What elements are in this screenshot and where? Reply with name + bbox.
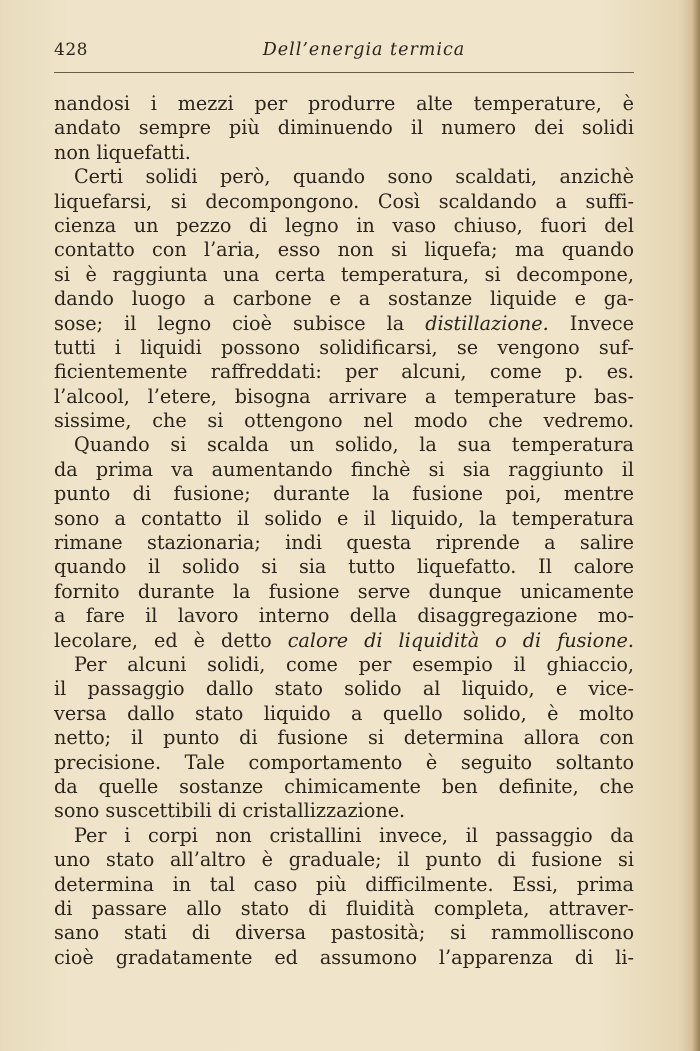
text-line: si è raggiunta una certa temperatura, si decompone, (54, 262, 634, 286)
running-title: Dell’energia termica (262, 40, 466, 60)
header-rule (54, 72, 634, 73)
text-line: l’alcool, l’etere, bisogna arrivare a temperature bas- (54, 384, 634, 408)
italic-term: distillazione. (425, 311, 549, 335)
text-line: di passare allo stato di fluidità completa, attraver- (54, 896, 634, 920)
text-line: Certi solidi però, quando sono scaldati, anzichè (74, 165, 634, 189)
text-line: a fare il lavoro interno della disaggregazione mo- (54, 604, 634, 628)
page-edge-shadow (692, 0, 700, 1051)
text-line: sissime, che si ottengono nel modo che vedremo. (54, 409, 634, 433)
text-line-segment: Invece (548, 311, 634, 335)
text-line: dando luogo a carbone e a sostanze liquide e ga- (54, 287, 634, 311)
text-line: determina in tal caso più difficilmente. Essi, prima (54, 872, 634, 896)
text-line: rimane stazionaria; indi questa riprende a salire (54, 531, 634, 555)
text-line: Per alcuni solidi, come per esempio il ghiaccio, (74, 652, 634, 676)
text-line: da quelle sostanze chimicamente ben definite, che (54, 774, 634, 798)
text-line: tutti i liquidi possono solidificarsi, se vengono suf- (54, 335, 634, 359)
text-line: non liquefatti. (54, 140, 191, 164)
text-line: il passaggio dallo stato solido al liquido, e vice- (54, 677, 634, 701)
page-number: 428 (54, 40, 88, 60)
text-line: sono a contatto il solido e il liquido, la temperatura (54, 506, 634, 530)
text-line: quando il solido si sia tutto liquefatto. Il calore (54, 555, 634, 579)
text-line: fornito durante la fusione serve dunque unicamente (54, 579, 634, 603)
text-line (54, 629, 634, 653)
text-line-segment: sose; il legno cioè subisce la (54, 311, 426, 335)
text-line: punto di fusione; durante la fusione poi, mentre (54, 482, 634, 506)
text-line: cioè gradatamente ed assumono l’apparenza di li- (54, 945, 634, 969)
italic-term: calore di liquidità o di fusione. (287, 628, 635, 652)
text-line-segment: lecolare, ed è detto (54, 628, 288, 652)
text-line: liquefarsi, si decompongono. Così scaldando a suffi- (54, 189, 634, 213)
text-line: versa dallo stato liquido a quello solido, è molto (54, 701, 634, 725)
text-line: da prima va aumentando finchè si sia raggiunto il (54, 457, 634, 481)
text-line: contatto con l’aria, esso non si liquefa; ma quando (54, 238, 634, 262)
text-line: precisione. Tale comportamento è seguito soltanto (54, 750, 634, 774)
text-line: nandosi i mezzi per produrre alte temperature, è (54, 92, 634, 115)
text-line: andato sempre più diminuendo il numero dei solidi (54, 116, 634, 140)
text-line: netto; il punto di fusione si determina allora con (54, 726, 634, 750)
page-header (54, 40, 634, 70)
text-line: Quando si scalda un solido, la sua temperatura (74, 433, 634, 457)
text-line: uno stato all’altro è graduale; il punto di fusione si (54, 848, 634, 872)
text-line: sano stati di diversa pastosità; si rammolliscono (54, 921, 634, 945)
text-line: cienza un pezzo di legno in vaso chiuso, fuori del (54, 213, 634, 237)
text-line (54, 312, 634, 336)
text-line: Per i corpi non cristallini invece, il passaggio da (74, 823, 634, 847)
body-text (54, 92, 634, 970)
text-line: sono suscettibili di cristallizzazione. (54, 799, 406, 823)
text-line: ficientemente raffreddati: per alcuni, come p. es. (54, 360, 634, 384)
